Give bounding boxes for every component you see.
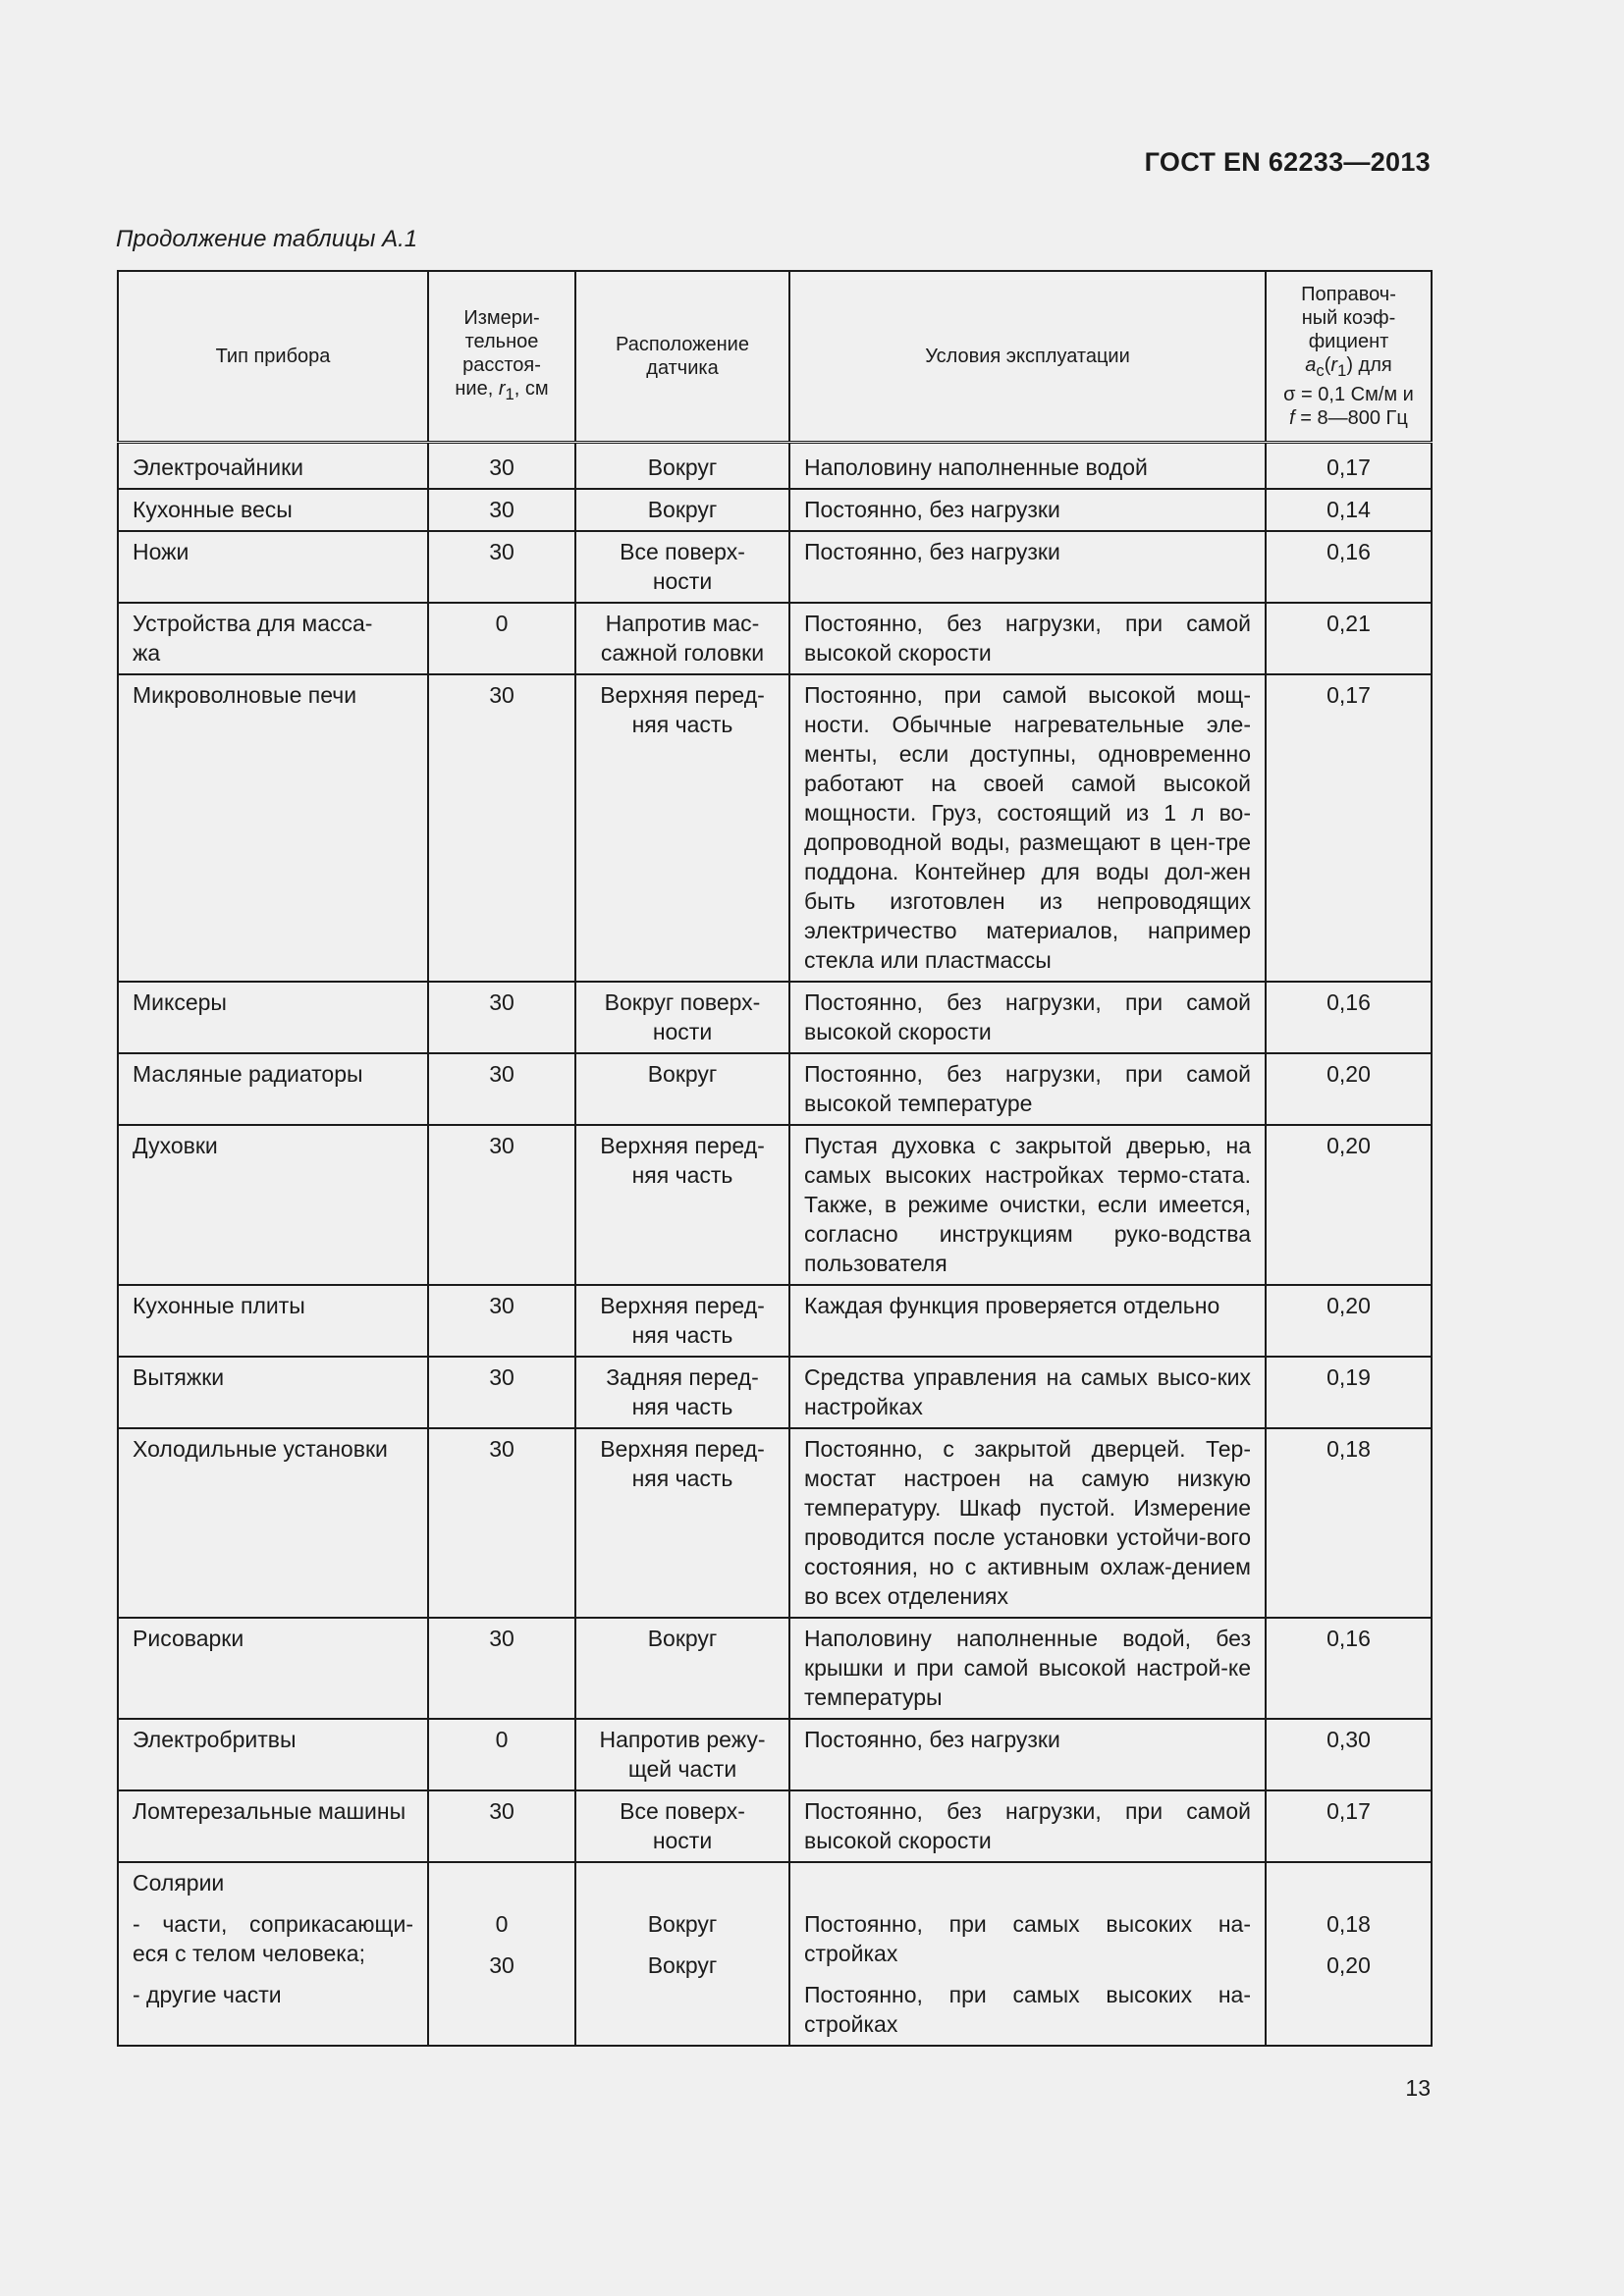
cell-factor: 0,17 bbox=[1266, 1790, 1432, 1862]
page-number: 13 bbox=[1405, 2075, 1431, 2101]
header-correction-factor bbox=[1266, 271, 1432, 443]
cell-location: Вокруг bbox=[575, 1053, 789, 1125]
cell-factor: 0,30 bbox=[1266, 1719, 1432, 1790]
table-row bbox=[118, 982, 1432, 1053]
cell-device: Устройства для масса- жа bbox=[118, 603, 428, 674]
cell-distance: 30 bbox=[428, 1285, 575, 1357]
solarium-part-distance: 30 bbox=[489, 1952, 514, 1978]
cell-factor: 0,19 bbox=[1266, 1357, 1432, 1428]
solarium-title: Солярии bbox=[133, 1870, 225, 1896]
cell-factor: 0,17 bbox=[1266, 674, 1432, 982]
cell-factor: 0,20 bbox=[1266, 1285, 1432, 1357]
solarium-part-distance: 0 bbox=[495, 1911, 509, 1937]
cell-location: Задняя перед- няя часть bbox=[575, 1357, 789, 1428]
cell-conditions: Постоянно, без нагрузки bbox=[789, 1719, 1266, 1790]
cell-conditions: Постоянно, без нагрузки, при самой высокой температуре bbox=[789, 1053, 1266, 1125]
table-row bbox=[118, 674, 1432, 982]
cell-distance: 0 bbox=[428, 603, 575, 674]
cell-location: Напротив режу- щей части bbox=[575, 1719, 789, 1790]
cell-location: Вокруг bbox=[575, 443, 789, 490]
solarium-part-factor: 0,20 bbox=[1326, 1952, 1371, 1978]
cell-distance: 30 bbox=[428, 443, 575, 490]
solarium-part-conditions: Постоянно, при самых высоких на-стройках bbox=[804, 1911, 1251, 1966]
cell-factor: 0,16 bbox=[1266, 982, 1432, 1053]
table-row bbox=[118, 1719, 1432, 1790]
table-row bbox=[118, 1285, 1432, 1357]
cell-conditions: Постоянно, без нагрузки, при самой высокой скорости bbox=[789, 603, 1266, 674]
table-row bbox=[118, 489, 1432, 531]
cell-device: Микроволновые печи bbox=[118, 674, 428, 982]
cell-conditions: Постоянно, без нагрузки, при самой высокой скорости bbox=[789, 982, 1266, 1053]
cell-device: Электробритвы bbox=[118, 1719, 428, 1790]
cell-distance bbox=[428, 1862, 575, 2046]
cell-distance: 30 bbox=[428, 982, 575, 1053]
cell-factor: 0,17 bbox=[1266, 443, 1432, 490]
cell-location: Верхняя перед- няя часть bbox=[575, 1125, 789, 1285]
header-sensor-location bbox=[575, 271, 789, 443]
cell-location bbox=[575, 1862, 789, 2046]
table-row bbox=[118, 1428, 1432, 1618]
cell-factor: 0,20 bbox=[1266, 1053, 1432, 1125]
cell-device: Кухонные плиты bbox=[118, 1285, 428, 1357]
cell-factor: 0,16 bbox=[1266, 531, 1432, 603]
cell-conditions: Каждая функция проверяется отдельно bbox=[789, 1285, 1266, 1357]
cell-device: Электрочайники bbox=[118, 443, 428, 490]
solarium-part-location: Вокруг bbox=[647, 1952, 718, 1978]
cell-device: Кухонные весы bbox=[118, 489, 428, 531]
table-row bbox=[118, 1125, 1432, 1285]
cell-conditions: Постоянно, с закрытой дверцей. Тер-мостат настроен на самую низкую температуру. Шкаф пустой. Измерение проводится после установки устойчи-вого состояния, но с активным охлаж-дением во всех отделениях bbox=[789, 1428, 1266, 1618]
cell-distance: 30 bbox=[428, 1790, 575, 1862]
table-row bbox=[118, 531, 1432, 603]
cell-conditions: Постоянно, без нагрузки bbox=[789, 531, 1266, 603]
cell-conditions: Наполовину наполненные водой bbox=[789, 443, 1266, 490]
cell-distance: 30 bbox=[428, 531, 575, 603]
cell-distance: 30 bbox=[428, 1428, 575, 1618]
header-conditions-label: Условия эксплуатации bbox=[925, 346, 1130, 367]
cell-factor: 0,21 bbox=[1266, 603, 1432, 674]
table-row-solarium bbox=[118, 1862, 1432, 2046]
cell-distance: 30 bbox=[428, 1053, 575, 1125]
table-row bbox=[118, 443, 1432, 490]
header-conditions bbox=[789, 271, 1266, 443]
header-distance-label: Измери- тельное расстоя- ние, $r_1$, см bbox=[455, 307, 549, 403]
cell-device: Ломтерезальные машины bbox=[118, 1790, 428, 1862]
solarium-part-device: - части, соприкасающи-еся с телом человека; bbox=[133, 1911, 413, 1966]
cell-distance: 30 bbox=[428, 1125, 575, 1285]
cell-conditions: Постоянно, при самой высокой мощ-ности. Обычные нагревательные эле-менты, если доступны, одновременно работают на своей самой высокой мощности. Груз, состоящий из 1 л во-допроводной воды, размещают в цен-тре поддона. Контейнер для воды дол-жен быть изготовлен из непроводящих электричество материалов, например стекла или пластмассы bbox=[789, 674, 1266, 982]
header-sensor-location-label: Расположение датчика bbox=[616, 334, 749, 379]
cell-location: Все поверх- ности bbox=[575, 531, 789, 603]
solarium-part-device: - другие части bbox=[133, 1982, 282, 2007]
cell-distance: 30 bbox=[428, 489, 575, 531]
cell-factor bbox=[1266, 1862, 1432, 2046]
cell-location: Вокруг bbox=[575, 489, 789, 531]
cell-device bbox=[118, 1862, 428, 2046]
cell-distance: 30 bbox=[428, 1357, 575, 1428]
cell-distance: 0 bbox=[428, 1719, 575, 1790]
header-device-type bbox=[118, 271, 428, 443]
data-table bbox=[117, 270, 1433, 2047]
cell-device: Духовки bbox=[118, 1125, 428, 1285]
standard-id: ГОСТ EN 62233—2013 bbox=[1144, 147, 1431, 177]
cell-location: Верхняя перед- няя часть bbox=[575, 1285, 789, 1357]
cell-distance: 30 bbox=[428, 674, 575, 982]
table-row bbox=[118, 1357, 1432, 1428]
header-distance bbox=[428, 271, 575, 443]
cell-location: Верхняя перед- няя часть bbox=[575, 1428, 789, 1618]
cell-conditions: Постоянно, без нагрузки bbox=[789, 489, 1266, 531]
cell-conditions bbox=[789, 1862, 1266, 2046]
cell-location: Напротив мас- сажной головки bbox=[575, 603, 789, 674]
cell-device: Ножи bbox=[118, 531, 428, 603]
cell-conditions: Наполовину наполненные водой, без крышки и при самой высокой настрой-ке температуры bbox=[789, 1618, 1266, 1719]
cell-factor: 0,16 bbox=[1266, 1618, 1432, 1719]
cell-factor: 0,20 bbox=[1266, 1125, 1432, 1285]
solarium-part-conditions: Постоянно, при самых высоких на-стройках bbox=[804, 1982, 1251, 2037]
solarium-part-location: Вокруг bbox=[647, 1911, 718, 1937]
solarium-part-factor: 0,18 bbox=[1326, 1911, 1371, 1937]
cell-location: Все поверх- ности bbox=[575, 1790, 789, 1862]
cell-device: Вытяжки bbox=[118, 1357, 428, 1428]
header-device-type-label: Тип прибора bbox=[215, 346, 331, 367]
cell-location: Вокруг поверх- ности bbox=[575, 982, 789, 1053]
cell-distance: 30 bbox=[428, 1618, 575, 1719]
table-row bbox=[118, 1790, 1432, 1862]
header-correction-factor-label: Поправоч- ный коэф- фициент $a_c(r_1)$ для σ = 0,1 См/м и f = 8—800 Гц bbox=[1283, 284, 1414, 429]
cell-conditions: Средства управления на самых высо-ких настройках bbox=[789, 1357, 1266, 1428]
header-row bbox=[118, 271, 1432, 443]
cell-device: Миксеры bbox=[118, 982, 428, 1053]
cell-location: Верхняя перед- няя часть bbox=[575, 674, 789, 982]
cell-conditions: Пустая духовка с закрытой дверью, на самых высоких настройках термо-стата. Также, в режиме очистки, если имеется, согласно инструкциям руко-водства пользователя bbox=[789, 1125, 1266, 1285]
cell-factor: 0,14 bbox=[1266, 489, 1432, 531]
table-row bbox=[118, 603, 1432, 674]
cell-device: Рисоварки bbox=[118, 1618, 428, 1719]
cell-device: Холодильные установки bbox=[118, 1428, 428, 1618]
table-row bbox=[118, 1053, 1432, 1125]
table-row bbox=[118, 1618, 1432, 1719]
cell-device: Масляные радиаторы bbox=[118, 1053, 428, 1125]
cell-location: Вокруг bbox=[575, 1618, 789, 1719]
table-caption: Продолжение таблицы А.1 bbox=[116, 226, 418, 252]
cell-conditions: Постоянно, без нагрузки, при самой высокой скорости bbox=[789, 1790, 1266, 1862]
cell-factor: 0,18 bbox=[1266, 1428, 1432, 1618]
